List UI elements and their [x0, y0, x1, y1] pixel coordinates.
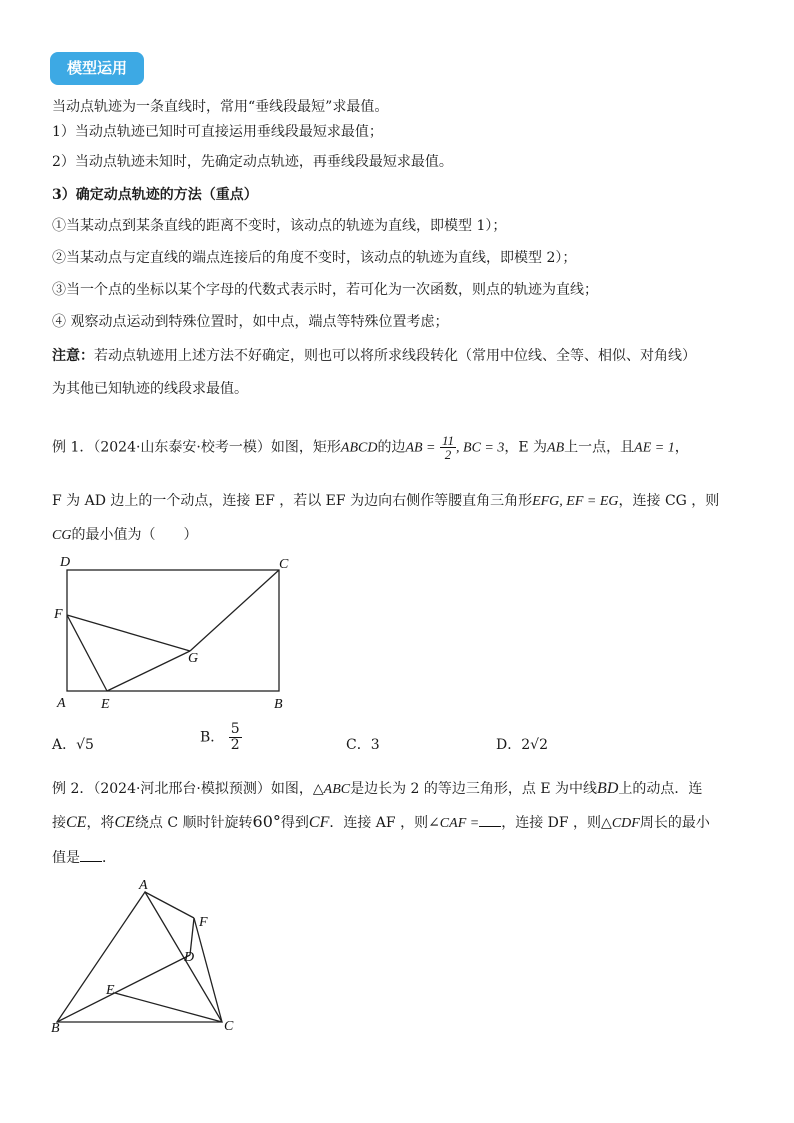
triangle-abc-shape	[57, 892, 222, 1022]
option-a-value: √5	[76, 737, 94, 753]
option-c[interactable]	[346, 734, 380, 754]
rect-name: ABCD	[340, 440, 378, 456]
text-connect-af: ．连接 AF ，则	[329, 815, 429, 831]
example1-prefix: 例 1．（2024·山东泰安·校考一模）如图，矩形	[52, 439, 341, 456]
angle-caf: ∠CAF =	[428, 816, 480, 831]
answer-blank-2[interactable]	[80, 849, 102, 862]
example1-line2-text: F 为 AD 边上的一个动点，连接 EF ，若以 EF 为边向右侧作等腰直角三角形	[52, 493, 533, 509]
option-b[interactable]	[200, 722, 242, 753]
label-f2: F	[199, 915, 208, 930]
bc-eq: , BC = 3	[456, 440, 505, 456]
option-d-value: 2√2	[521, 737, 548, 753]
text-get: 得到	[280, 815, 309, 831]
label-b2: B	[51, 1021, 60, 1036]
intro-line-5: ①当某动点到某条直线的距离不变时，该动点的轨迹为直线，即模型 1）；	[52, 218, 507, 234]
comma: ，	[674, 439, 689, 456]
segment-ce-2: CE	[114, 814, 135, 831]
answer-blank-1[interactable]	[479, 814, 501, 827]
segment-gc	[190, 570, 279, 651]
label-d: D	[60, 555, 71, 570]
segment-cf: CF	[308, 814, 330, 831]
example2-line-2	[52, 812, 710, 832]
label-c: C	[279, 557, 289, 572]
label-f: F	[54, 607, 63, 622]
text-jiang: ，将	[86, 815, 115, 831]
triangle-abc: △ABC	[312, 782, 351, 797]
note-line-1	[52, 345, 696, 365]
example2-line-3	[52, 847, 116, 867]
segment-eg	[107, 651, 190, 691]
efg-math: EFG, EF = EG	[532, 494, 619, 509]
text-period: ．	[102, 850, 116, 866]
example1-line3-end: 的最小值为（ ）	[71, 527, 198, 543]
option-d-label: D．	[496, 737, 522, 753]
text-connect-df: ，连接 DF ，则	[501, 815, 602, 831]
text-rotate: 绕点 C 顺时针旋转	[134, 815, 253, 831]
label-b: B	[274, 697, 283, 712]
label-c2: C	[224, 1019, 234, 1034]
segment-fe	[67, 615, 107, 691]
segment-ec	[115, 993, 222, 1022]
note-label: 注意：	[52, 348, 94, 364]
intro-line-2: 1）当动点轨迹已知时可直接运用垂线段最短求最值；	[52, 124, 383, 140]
example1-line-1	[52, 434, 689, 462]
label-d2: D	[184, 950, 195, 965]
label-a2: A	[139, 878, 148, 893]
segment-ce: CE	[66, 814, 87, 831]
intro-line-8: ④ 观察动点运动到特殊位置时，如中点，端点等特殊位置考虑；	[52, 314, 449, 330]
intro-line-7: ③当一个点的坐标以某个字母的代数式表示时，若可化为一次函数，则点的轨迹为直线；	[52, 282, 598, 298]
option-a[interactable]	[52, 734, 94, 754]
edge-text: 的边	[377, 439, 406, 456]
option-c-value: 3	[370, 737, 380, 753]
example2-line1-b: 是边长为 2 的等边三角形，点 E 为中线	[350, 781, 598, 797]
label-e: E	[101, 697, 110, 712]
example1-line-3	[52, 524, 197, 544]
ab-segment: AB	[547, 440, 565, 456]
segment-bd	[57, 955, 190, 1022]
note-line-2: 为其他已知轨迹的线段求最值。	[52, 381, 248, 397]
label-g: G	[188, 651, 199, 666]
median-bd: BD	[597, 780, 619, 797]
section-badge: 模型运用	[50, 52, 144, 85]
ab-eq: AB =	[405, 440, 436, 456]
cg-label: CG	[52, 528, 72, 543]
example2-line-1	[52, 778, 702, 798]
text-perimeter: 周长的最小	[639, 815, 710, 831]
intro-line-1: 当动点轨迹为一条直线时，常用“垂线段最短”求最值。	[52, 99, 389, 115]
option-c-label: C．	[346, 737, 371, 753]
text-value-is: 值是	[52, 850, 80, 866]
triangle-cdf: △CDF	[601, 816, 640, 831]
example2-prefix: 例 2．（2024·河北邢台·模拟预测）如图，	[52, 781, 313, 797]
segment-fg	[67, 615, 190, 651]
note-text: 若动点轨迹用上述方法不好确定，则也可以将所求线段转化（常用中位线、全等、相似、对角线）	[94, 348, 696, 364]
label-a: A	[57, 696, 66, 711]
angle-60: 60°	[252, 812, 281, 831]
example1-line-2	[52, 490, 719, 510]
option-b-fraction: $\frac{5}{2}$	[230, 721, 240, 753]
point-text: 上一点，且	[564, 439, 635, 456]
intro-line-3: 2）当动点轨迹未知时，先确定动点轨迹，再垂线段最短求最值。	[52, 154, 453, 170]
intro-line-6: ②当某动点与定直线的端点连接后的角度不变时，该动点的轨迹为直线，即模型 2）；	[52, 250, 577, 266]
ae-eq: AE = 1	[634, 440, 675, 456]
rectangle-abcd	[67, 570, 279, 691]
example1-line2-end: ，连接 CG ，则	[618, 493, 720, 509]
segment-fc	[194, 918, 222, 1022]
ab-fraction: $\frac{11}{2}$	[441, 433, 455, 462]
label-e2: E	[106, 983, 115, 998]
text-jie: 接	[52, 815, 66, 831]
figure-2-triangle	[40, 870, 260, 1040]
option-d[interactable]	[496, 734, 548, 754]
example2-line1-c: 上的动点．连	[618, 781, 703, 797]
option-b-label: B．	[200, 729, 225, 746]
e-on-text: ，E 为	[504, 439, 548, 456]
option-a-label: A．	[52, 737, 77, 753]
intro-line-4: 3）确定动点轨迹的方法（重点）	[52, 187, 258, 203]
figure-1-rectangle	[40, 550, 300, 715]
